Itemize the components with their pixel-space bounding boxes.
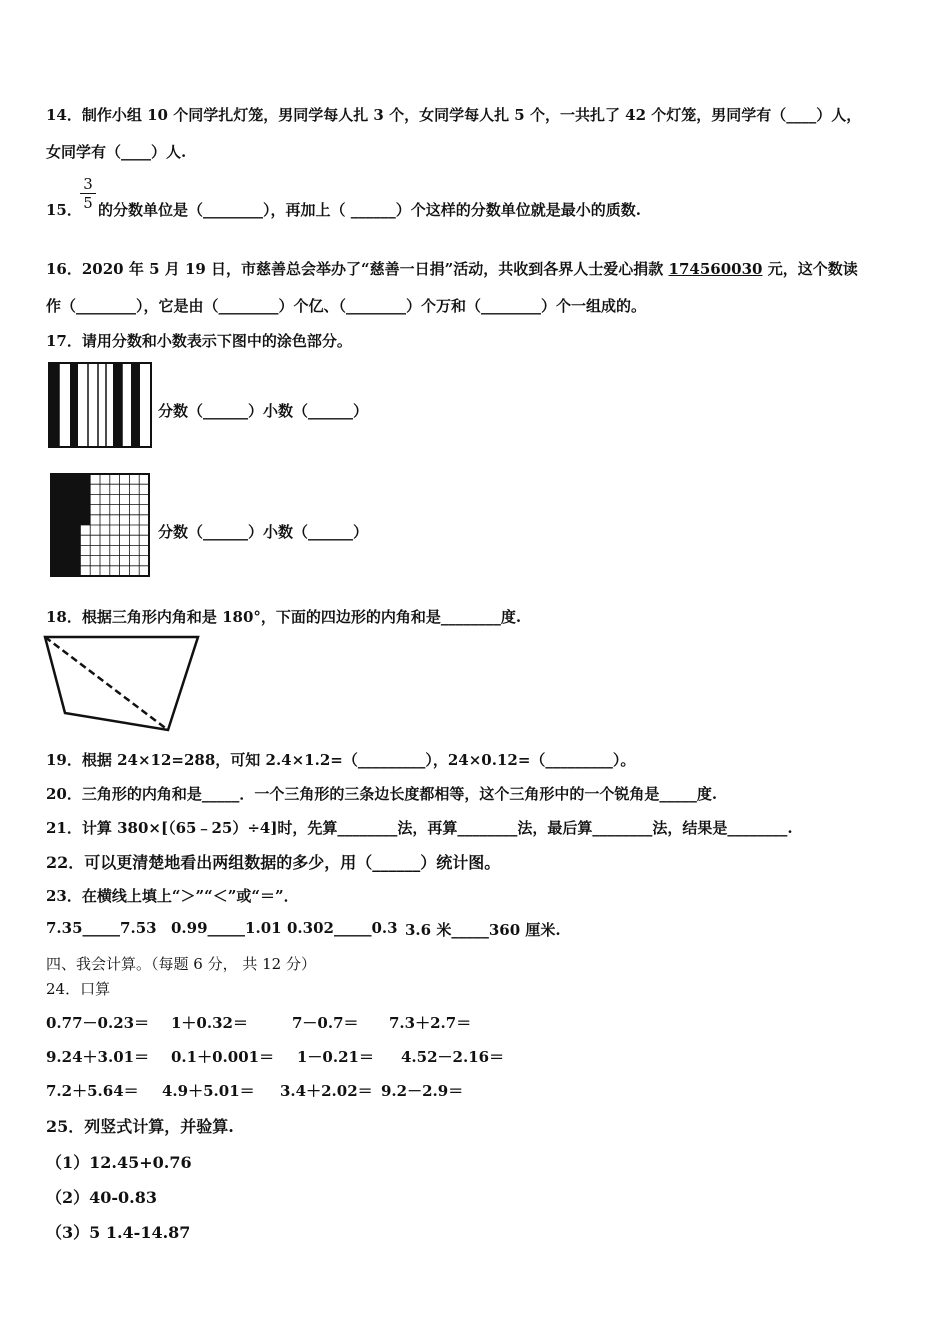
mental-math-item: 7.3＋2.7＝	[389, 1014, 472, 1032]
vertical-calc-item: （2）40-0.83	[46, 1188, 158, 1207]
quadrilateral-figure	[42, 632, 202, 734]
q14-line1: 14．制作小组 10 个同学扎灯笼，男同学每人扎 3 个，女同学每人扎 5 个，一共扎了 42 个灯笼，男同学有（____）人，	[46, 106, 862, 124]
donation-amount: 174560030	[668, 260, 763, 278]
hundred-grid-figure	[50, 473, 150, 577]
comparison-item: 0.99_____1.01	[171, 919, 282, 937]
q24-title: 24．口算	[46, 980, 111, 998]
q17-answer-row-2: 分数（______）小数（______）	[158, 523, 369, 541]
mental-math-item: 0.1＋0.001＝	[171, 1048, 275, 1066]
q15-text: 的分数单位是（________），再加上（ ______）个这样的分数单位就是最小的质数.	[98, 201, 641, 219]
vertical-calc-item: （3）5 1.4-14.87	[46, 1223, 191, 1242]
mental-math-item: 9.2－2.9＝	[381, 1082, 464, 1100]
q20-text: 20．三角形的内角和是_____．一个三角形的三条边长度都相等，这个三角形中的一个锐角是_____度.	[46, 785, 718, 803]
q23-title: 23．在横线上填上“＞”“＜”或“＝”．	[46, 887, 299, 905]
q18-text: 18．根据三角形内角和是 180°，下面的四边形的内角和是________度.	[46, 608, 522, 626]
q19-text: 19．根据 24×12=288，可知 2.4×1.2=（_________），24×0.12=（_________）。	[46, 751, 636, 769]
comparison-item: 3.6 米_____360 厘米.	[405, 921, 561, 939]
fraction-three-fifths	[80, 175, 96, 212]
q16-line1-start: 16．2020 年 5 月 19 日，市慈善总会举办了“慈善一日捐”活动，共收到各界人士爱心捐款	[46, 260, 669, 278]
mental-math-item: 4.52－2.16＝	[401, 1048, 505, 1066]
mental-math-item: 7－0.7＝	[292, 1014, 359, 1032]
q16-line2: 作（________），它是由（________）个亿、（________）个万和（________）个一组成的。	[46, 297, 647, 315]
mental-math-item: 4.9＋5.01＝	[162, 1082, 255, 1100]
q14-line2: 女同学有（____）人.	[46, 143, 187, 161]
q15-number: 15．	[46, 201, 82, 219]
q16-line1-end: 元，这个数读	[762, 260, 858, 278]
comparison-item: 0.302_____0.3	[287, 919, 398, 937]
fraction-numerator: 3	[80, 175, 96, 194]
mental-math-item: 9.24＋3.01＝	[46, 1048, 150, 1066]
mental-math-item: 1＋0.32＝	[171, 1014, 248, 1032]
q17-answer-row-1: 分数（______）小数（______）	[158, 402, 369, 420]
striped-rectangle-figure	[48, 362, 152, 448]
q25-title: 25．列竖式计算，并验算.	[46, 1117, 234, 1136]
q17-title: 17．请用分数和小数表示下图中的涂色部分。	[46, 332, 352, 350]
fraction-denominator: 5	[83, 194, 93, 212]
mental-math-item: 0.77－0.23＝	[46, 1014, 150, 1032]
mental-math-item: 7.2＋5.64＝	[46, 1082, 139, 1100]
mental-math-item: 3.4＋2.02＝	[280, 1082, 373, 1100]
q22-text: 22．可以更清楚地看出两组数据的多少，用（______）统计图。	[46, 853, 501, 872]
q21-text: 21．计算 380×[（65﹣25）÷4]时，先算________法，再算________法，最后算________法，结果是________.	[46, 819, 793, 837]
comparison-item: 7.35_____7.53	[46, 919, 157, 937]
q16-line1	[46, 258, 858, 279]
mental-math-item: 1－0.21＝	[297, 1048, 374, 1066]
vertical-calc-item: （1）12.45+0.76	[46, 1153, 192, 1172]
section4-title: 四、我会计算。（每题 6 分， 共 12 分）	[46, 955, 316, 973]
